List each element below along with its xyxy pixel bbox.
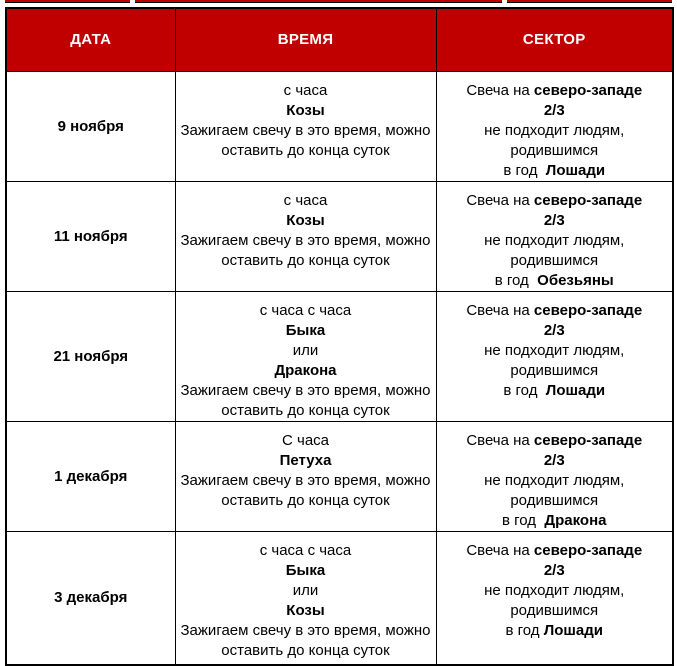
cropped-previous-row-sliver bbox=[0, 0, 677, 5]
text-line: 2/3 bbox=[543, 321, 565, 339]
text-line: Козы bbox=[286, 601, 325, 619]
sliver-segment bbox=[135, 0, 502, 3]
text-line: 2/3 bbox=[543, 561, 565, 579]
text-line: Свеча на северо-западе bbox=[466, 81, 643, 99]
text-line: с часа с часа bbox=[259, 301, 352, 319]
time-cell bbox=[175, 421, 436, 531]
time-cell bbox=[175, 531, 436, 665]
text-line: С часа bbox=[282, 431, 329, 449]
text-line: Свеча на северо-западе bbox=[466, 431, 643, 449]
text-line: в год Лошади bbox=[503, 381, 606, 399]
header-row bbox=[6, 8, 673, 71]
text-line: не подходит людям, родившимся bbox=[484, 471, 625, 509]
time-cell bbox=[175, 71, 436, 181]
sector-cell bbox=[436, 71, 673, 181]
table-body bbox=[6, 71, 673, 665]
sector-cell bbox=[436, 291, 673, 421]
sector-cell bbox=[436, 531, 673, 665]
text-line: не подходит людям, родившимся bbox=[484, 581, 625, 619]
text-line: Быка bbox=[285, 321, 326, 339]
text-line: Свеча на северо-западе bbox=[466, 541, 643, 559]
text-line: с часа с часа bbox=[259, 541, 352, 559]
date-cell: 11 ноября bbox=[6, 181, 175, 291]
text-line: 2/3 bbox=[543, 211, 565, 229]
text-line: в год Обезьяны bbox=[494, 271, 614, 289]
text-line: 2/3 bbox=[543, 451, 565, 469]
sliver-segment bbox=[5, 0, 130, 3]
date-cell: 1 декабря bbox=[6, 421, 175, 531]
table-row bbox=[6, 71, 673, 181]
sector-cell bbox=[436, 181, 673, 291]
time-cell bbox=[175, 291, 436, 421]
text-line: не подходит людям, родившимся bbox=[484, 231, 625, 269]
text-line: Козы bbox=[286, 101, 325, 119]
text-line: не подходит людям, родившимся bbox=[484, 121, 625, 159]
table-row bbox=[6, 531, 673, 665]
sliver-segment bbox=[507, 0, 672, 3]
text-line: или bbox=[292, 581, 319, 599]
text-line: Свеча на северо-западе bbox=[466, 191, 643, 209]
text-line: Петуха bbox=[279, 451, 332, 469]
sector-cell bbox=[436, 421, 673, 531]
text-line: Зажигаем свечу в это время, можно оставить до конца суток bbox=[180, 621, 431, 659]
date-cell: 21 ноября bbox=[6, 291, 175, 421]
text-line: с часа bbox=[283, 191, 328, 209]
date-cell: 3 декабря bbox=[6, 531, 175, 665]
text-line: в год Дракона bbox=[502, 511, 607, 529]
text-line: с часа bbox=[283, 81, 328, 99]
text-line: Зажигаем свечу в это время, можно оставить до конца суток bbox=[180, 381, 431, 419]
date-cell: 9 ноября bbox=[6, 71, 175, 181]
text-line: Зажигаем свечу в это время, можно оставить до конца суток bbox=[180, 471, 431, 509]
candle-schedule-table bbox=[5, 7, 674, 666]
time-cell bbox=[175, 181, 436, 291]
column-header-sector: СЕКТОР bbox=[436, 8, 673, 71]
table-row bbox=[6, 421, 673, 531]
text-line: Козы bbox=[286, 211, 325, 229]
text-line: Зажигаем свечу в это время, можно оставить до конца суток bbox=[180, 121, 431, 159]
table-row bbox=[6, 291, 673, 421]
text-line: в год Лошади bbox=[503, 161, 606, 179]
text-line: Дракона bbox=[274, 361, 337, 379]
text-line: Свеча на северо-западе bbox=[466, 301, 643, 319]
table-row bbox=[6, 181, 673, 291]
column-header-date: ДАТА bbox=[6, 8, 175, 71]
text-line: или bbox=[292, 341, 319, 359]
text-line: не подходит людям, родившимся bbox=[484, 341, 625, 379]
text-line: Быка bbox=[285, 561, 326, 579]
text-line: 2/3 bbox=[543, 101, 565, 119]
column-header-time: ВРЕМЯ bbox=[175, 8, 436, 71]
text-line: Зажигаем свечу в это время, можно оставить до конца суток bbox=[180, 231, 431, 269]
text-line: в год Лошади bbox=[505, 621, 603, 639]
